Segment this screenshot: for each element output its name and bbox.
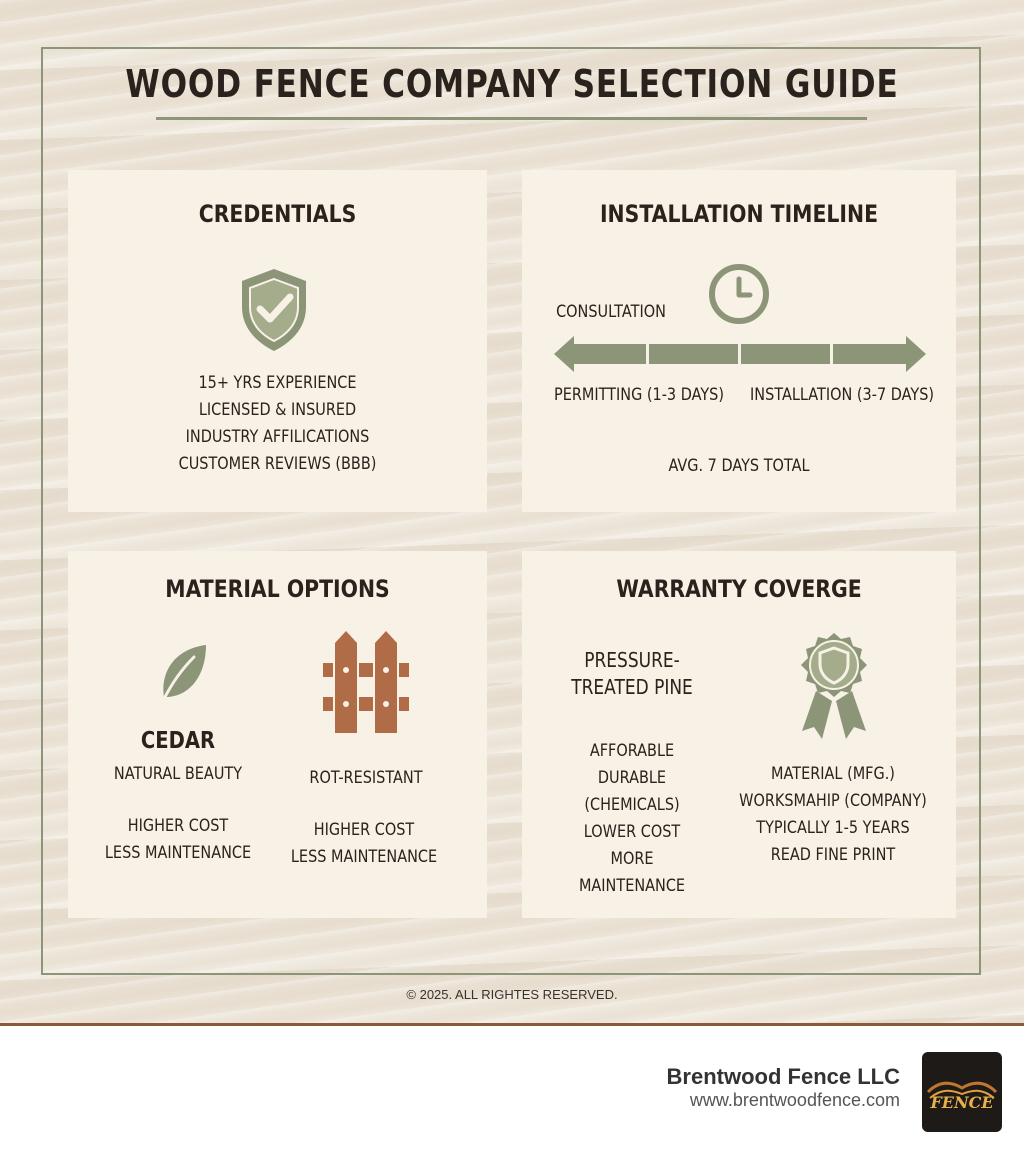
- fence-cost: HIGHER COST: [313, 820, 415, 840]
- title-underline: [156, 117, 867, 120]
- credentials-panel: [68, 170, 487, 512]
- brand-name: Brentwood Fence LLC: [666, 1064, 900, 1089]
- warranty-item: TYPICALLY 1-5 YEARS: [756, 818, 910, 838]
- pine-title: [556, 647, 709, 701]
- pine-item: DURABLE: [597, 768, 667, 788]
- materials-panel: [68, 551, 487, 918]
- warranty-title: WARRANTY COVERGE: [616, 575, 862, 603]
- consultation-label: CONSULTATION: [556, 302, 666, 322]
- pine-item: AFFORABLE: [589, 741, 675, 761]
- credentials-title: CREDENTIALS: [198, 200, 357, 228]
- warranty-item: READ FINE PRINT: [770, 845, 896, 865]
- fence-icon: [323, 629, 409, 733]
- footer-divider: [0, 1023, 1024, 1026]
- brand-url[interactable]: www.brentwoodfence.com: [689, 1090, 900, 1110]
- page-title: WOOD FENCE COMPANY SELECTION GUIDE: [125, 62, 899, 106]
- warranty-item: WORKSMAHIP (COMPANY): [739, 791, 927, 811]
- cedar-maintenance: LESS MAINTENANCE: [104, 843, 252, 863]
- timeline-arrow: [554, 336, 926, 372]
- warranty-panel: [522, 551, 956, 918]
- clock-icon: [708, 263, 770, 325]
- materials-title: MATERIAL OPTIONS: [165, 575, 390, 603]
- fence-trait: ROT-RESISTANT: [309, 768, 423, 788]
- credentials-item: 15+ YRS EXPERIENCE: [198, 373, 357, 393]
- pine-item: (CHEMICALS): [584, 795, 680, 815]
- warranty-item: MATERIAL (MFG.): [771, 764, 895, 784]
- pine-title-line: PRESSURE-: [584, 648, 680, 672]
- permitting-label: PERMITTING (1-3 DAYS): [554, 385, 724, 405]
- pine-item: LOWER COST: [583, 822, 681, 842]
- credentials-item: INDUSTRY AFFILICATIONS: [185, 427, 370, 447]
- installation-label: INSTALLATION (3-7 DAYS): [750, 385, 934, 405]
- pine-title-line: TREATED PINE: [571, 675, 693, 699]
- pine-item: MORE MAINTENANCE: [578, 849, 686, 896]
- brentwood-fence-logo-icon: [922, 1052, 1002, 1132]
- award-ribbon-icon: [794, 631, 874, 743]
- cedar-details: [93, 813, 263, 867]
- timeline-total: AVG. 7 DAYS TOTAL: [668, 456, 810, 476]
- pine-list: [556, 738, 709, 900]
- timeline-panel: [522, 170, 956, 512]
- timeline-title: INSTALLATION TIMELINE: [599, 200, 879, 228]
- fence-maintenance: LESS MAINTENANCE: [290, 847, 438, 867]
- credentials-item: CUSTOMER REVIEWS (BBB): [178, 454, 377, 474]
- copyright-text: © 2025. ALL RIGHTES RESERVED.: [406, 987, 618, 1002]
- cedar-cost: HIGHER COST: [127, 816, 229, 836]
- fence-details: [279, 817, 449, 871]
- warranty-list: [735, 761, 931, 869]
- svg-text:FENCE: FENCE: [930, 1093, 994, 1112]
- cedar-trait: NATURAL BEAUTY: [113, 764, 243, 784]
- credentials-item: LICENSED & INSURED: [198, 400, 357, 420]
- credentials-list: [99, 370, 455, 478]
- shield-check-icon: [238, 267, 310, 353]
- cedar-name: CEDAR: [140, 728, 216, 754]
- leaf-icon: [160, 643, 208, 701]
